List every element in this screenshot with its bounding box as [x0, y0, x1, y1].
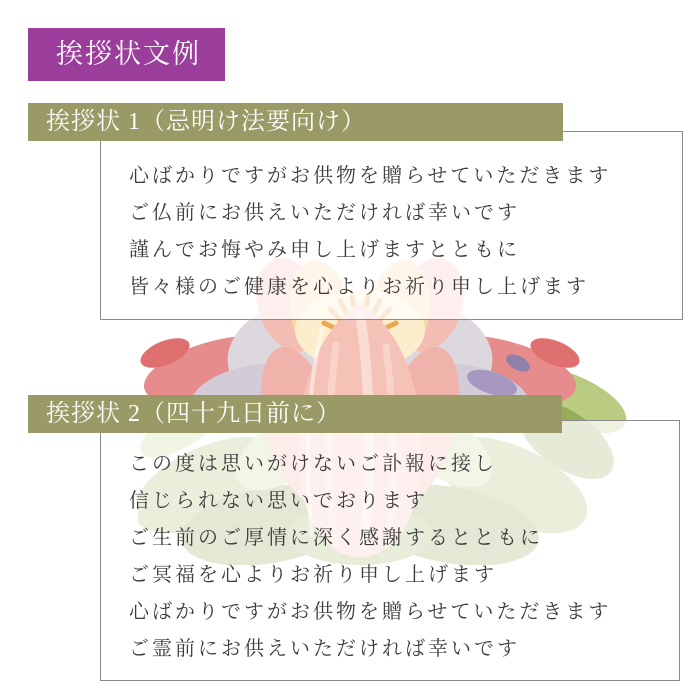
example-letter-box-1	[100, 131, 683, 320]
letter-line: ご仏前にお供えいただければ幸いです	[129, 202, 520, 224]
page-title: 挨拶状文例	[28, 28, 225, 81]
letter-line: 心ばかりですがお供物を贈らせていただきます	[129, 601, 612, 623]
letter-line: ご生前のご厚情に深く感謝するとともに	[129, 527, 543, 549]
letter-line: ご冥福を心よりお祈り申し上げます	[129, 564, 497, 586]
example-letter-box-2	[100, 420, 680, 681]
letter-line: 信じられない思いでおります	[129, 490, 428, 512]
section-header-2: 挨拶状 2（四十九日前に）	[28, 395, 562, 433]
section-header-1: 挨拶状 1（忌明け法要向け）	[28, 103, 563, 141]
letter-line: 謹んでお悔やみ申し上げますとともに	[129, 239, 520, 261]
letter-line: 皆々様のご健康を心よりお祈り申し上げます	[129, 276, 589, 298]
letter-line: この度は思いがけないご訃報に接し	[129, 453, 497, 475]
letter-line: ご霊前にお供えいただければ幸いです	[129, 638, 520, 660]
letter-line: 心ばかりですがお供物を贈らせていただきます	[129, 165, 612, 187]
